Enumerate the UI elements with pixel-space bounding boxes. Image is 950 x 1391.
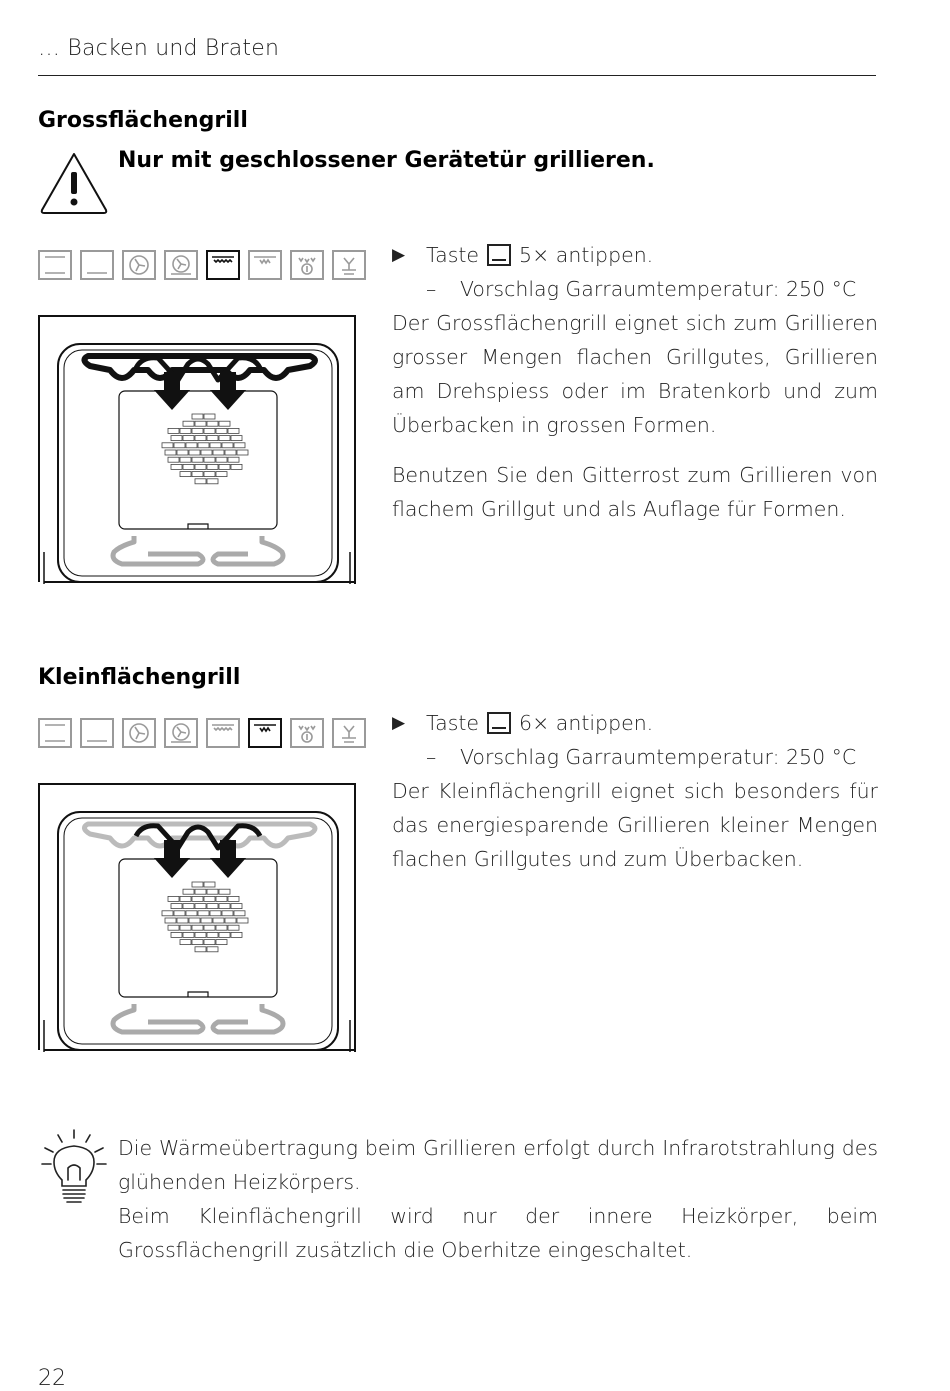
section-title-grossflaechengrill: Grossflächengrill: [38, 108, 248, 133]
oven-illustration-small-grill: [38, 782, 360, 1058]
small-grill-icon: [248, 718, 282, 748]
mode-selector-strip-2: [38, 718, 366, 748]
description-paragraph: Benutzen Sie den Gitterrost zum Grillieren von flachem Grillgut und als Auflage für Formen.: [392, 463, 878, 521]
oven-key-icon: [487, 244, 511, 266]
large-grill-icon: [206, 718, 240, 748]
small-grill-icon: [248, 250, 282, 280]
step-item: ▶ Taste 6× antippen.: [392, 706, 878, 740]
step-item: ▶ Taste 5× antippen.: [392, 238, 878, 272]
step-arrow-icon: ▶: [392, 245, 406, 265]
bottom-heat-icon: [80, 250, 114, 280]
grill-fan-icon: [290, 250, 324, 280]
hot-air-icon: [122, 718, 156, 748]
bottom-heat-icon: [80, 718, 114, 748]
hot-air-icon: [122, 250, 156, 280]
grill-fan-icon: [290, 718, 324, 748]
warning-message: Nur mit geschlossener Gerätetür grillieren.: [118, 148, 655, 173]
description-paragraph: Der Grossflächengrill eignet sich zum Grillieren grosser Mengen flachen Grillgutes, Grillieren am Drehspiess oder im Bratenkorb und zum Überbacken in grossen Formen.: [392, 311, 878, 437]
oven-key-icon: [487, 712, 511, 734]
running-header: … Backen und Braten: [38, 36, 280, 61]
instructions-grossflaechengrill: [392, 238, 878, 526]
page-number: 22: [38, 1366, 66, 1391]
top-bottom-heat-icon: [38, 250, 72, 280]
mode-selector-strip-1: [38, 250, 366, 280]
instructions-kleinflaechengrill: [392, 706, 878, 876]
top-bottom-heat-icon: [38, 718, 72, 748]
section-title-kleinflaechengrill: Kleinflächengrill: [38, 665, 241, 690]
defrost-icon: [332, 250, 366, 280]
defrost-icon: [332, 718, 366, 748]
warning-triangle-icon: [38, 150, 110, 216]
hot-air-bottom-icon: [164, 250, 198, 280]
hot-air-bottom-icon: [164, 718, 198, 748]
tip-text: [118, 1131, 878, 1267]
temperature-suggestion: – Vorschlag Garraumtemperatur: 250 °C: [426, 745, 857, 769]
oven-illustration-large-grill: [38, 314, 360, 590]
large-grill-icon: [206, 250, 240, 280]
tip-paragraph: Beim Kleinflächengrill wird nur der innere Heizkörper, beim Grossflächengrill zusätzlich die Oberhitze eingeschaltet.: [118, 1204, 878, 1262]
description-paragraph: Der Kleinflächengrill eignet sich besonders für das energiesparende Grillieren kleiner Mengen flachen Grillgutes und zum Überbacken.: [392, 779, 878, 871]
tip-paragraph: Die Wärmeübertragung beim Grillieren erfolgt durch Infrarotstrahlung des glühenden Heizkörpers.: [118, 1136, 878, 1194]
step-arrow-icon: ▶: [392, 713, 406, 733]
header-divider: [38, 75, 876, 76]
lightbulb-icon: [40, 1128, 108, 1208]
temperature-suggestion: – Vorschlag Garraumtemperatur: 250 °C: [426, 277, 857, 301]
